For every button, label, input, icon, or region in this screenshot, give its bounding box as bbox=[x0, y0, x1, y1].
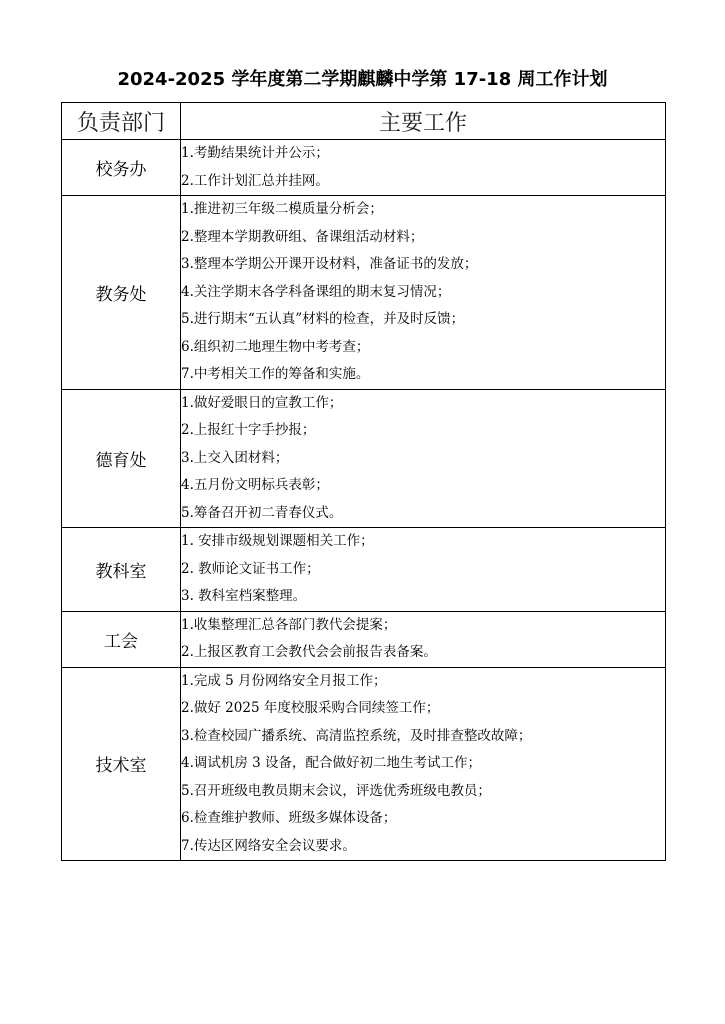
task-list bbox=[181, 140, 665, 195]
table-row-academic-affairs bbox=[62, 196, 666, 390]
department-cell: 校务办 bbox=[62, 140, 181, 196]
task-item: 4.五月份文明标兵表彰； bbox=[181, 477, 329, 493]
task-item: 6.检查维护教师、班级多媒体设备； bbox=[181, 810, 397, 826]
tasks-cell bbox=[181, 611, 666, 667]
department-cell: 德育处 bbox=[62, 389, 181, 528]
task-item: 5.筹备召开初二青春仪式。 bbox=[181, 504, 343, 521]
task-item: 5.召开班级电教员期末会议，评选优秀班级电教员； bbox=[181, 782, 491, 799]
table-row-technology-office bbox=[62, 667, 666, 861]
task-item: 1.做好爱眼日的宣教工作； bbox=[181, 394, 343, 411]
header-department: 负责部门 bbox=[62, 103, 181, 140]
department-cell: 技术室 bbox=[62, 667, 181, 861]
task-item: 2.做好 2025 年度校服采购合同续签工作； bbox=[181, 700, 440, 716]
table-row-principal-office bbox=[62, 140, 666, 196]
department-cell: 教科室 bbox=[62, 528, 181, 612]
table-row-research-office bbox=[62, 528, 666, 612]
task-item: 1. 安排市级规划课题相关工作； bbox=[181, 533, 374, 549]
task-list bbox=[181, 390, 665, 528]
task-item: 1.推进初三年级二模质量分析会； bbox=[181, 201, 383, 217]
task-item: 3. 教科室档案整理。 bbox=[181, 588, 307, 604]
task-item: 7.中考相关工作的筹备和实施。 bbox=[181, 366, 370, 382]
table-body bbox=[62, 140, 666, 861]
tasks-cell bbox=[181, 667, 666, 861]
task-item: 1.收集整理汇总各部门教代会提案； bbox=[181, 616, 397, 633]
task-item: 4.调试机房 3 设备，配合做好初二地生考试工作； bbox=[181, 755, 482, 771]
task-item: 3.整理本学期公开课开设材料，准备证书的发放； bbox=[181, 256, 478, 272]
task-item: 3.检查校园广播系统、高清监控系统，及时排查整改故障； bbox=[181, 727, 532, 744]
task-item: 2.上报红十字手抄报； bbox=[181, 422, 316, 438]
task-list bbox=[181, 612, 665, 667]
task-list bbox=[181, 528, 665, 611]
task-item: 2. 教师论文证书工作； bbox=[181, 560, 320, 577]
table-header-row bbox=[62, 103, 666, 140]
department-cell: 教务处 bbox=[62, 196, 181, 390]
tasks-cell bbox=[181, 140, 666, 196]
tasks-cell bbox=[181, 196, 666, 390]
page-title: 2024-2025 学年度第二学期麒麟中学第 17-18 周工作计划 bbox=[117, 69, 608, 90]
task-item: 1.考勤结果统计并公示； bbox=[181, 145, 329, 161]
task-item: 4.关注学期末各学科备课组的期末复习情况； bbox=[181, 283, 451, 300]
task-item: 3.上交入团材料； bbox=[181, 449, 289, 466]
tasks-cell bbox=[181, 528, 666, 612]
tasks-cell bbox=[181, 389, 666, 528]
task-item: 1.完成 5 月份网络安全月报工作； bbox=[181, 672, 387, 689]
task-list bbox=[181, 196, 665, 389]
task-item: 7.传达区网络安全会议要求。 bbox=[181, 837, 356, 854]
header-main-work: 主要工作 bbox=[181, 103, 666, 140]
table-row-moral-education bbox=[62, 389, 666, 528]
task-list bbox=[181, 668, 665, 861]
task-item: 5.进行期末“五认真”材料的检查，并及时反馈； bbox=[181, 311, 465, 327]
task-item: 2.工作计划汇总并挂网。 bbox=[181, 172, 329, 189]
task-item: 2.上报区教育工会教代会会前报告表备案。 bbox=[181, 644, 437, 660]
task-item: 6.组织初二地理生物中考考查； bbox=[181, 338, 370, 355]
department-cell: 工会 bbox=[62, 611, 181, 667]
task-item: 2.整理本学期教研组、备课组活动材料； bbox=[181, 228, 424, 245]
work-plan-table bbox=[61, 102, 666, 861]
table-row-labor-union bbox=[62, 611, 666, 667]
